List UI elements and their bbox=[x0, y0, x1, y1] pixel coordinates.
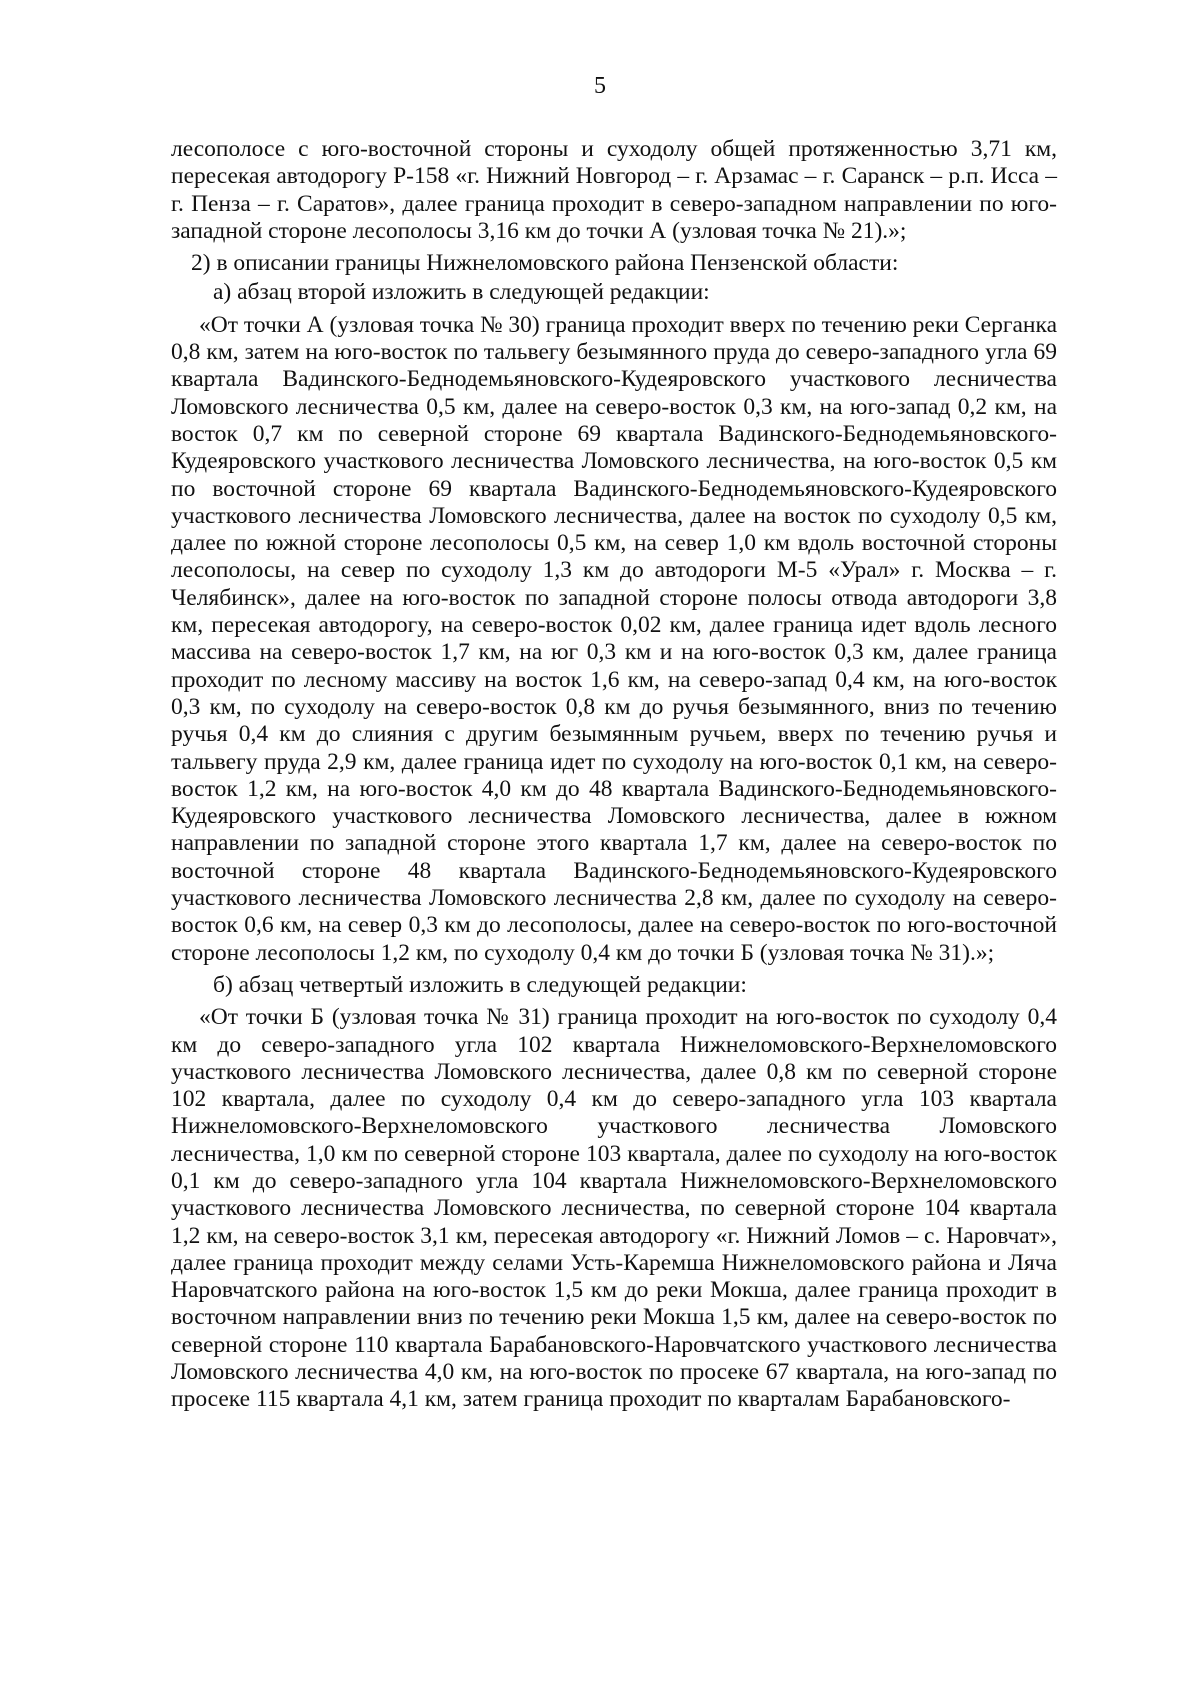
quoted-paragraph-1: «От точки А (узловая точка № 30) граница проходит вверх по течению реки Серганка 0,8 км, затем на юго-восток по тальвегу безымянного пруда до северо-западного угла 69 квартала Вадинского-Беднодемьяновского-Кудеяровского участкового лесничества Ломовского лесничества 0,5 км, далее на северо-восток 0,3 км, на юго-запад 0,2 км, на восток 0,7 км по северной стороне 69 квартала Вадинского-Беднодемьяновского-Кудеяровского участкового лесничества Ломовского лесничества, на юго-восток 0,5 км по восточной стороне 69 квартала Вадинского-Беднодемьяновского-Кудеяровского участкового лесничества Ломовского лесничества, далее на восток по суходолу 0,5 км, далее по южной стороне лесополосы 0,5 км, на север 1,0 км вдоль восточной стороны лесополосы, на север по суходолу 1,3 км до автодороги М-5 «Урал» г. Москва – г. Челябинск», далее на юго-восток по западной стороне полосы отвода автодороги 3,8 км, пересекая автодорогу, на северо-восток 0,02 км, далее граница идет вдоль лесного массива на северо-восток 1,7 км, на юг 0,3 км и на юго-восток 0,3 км, далее граница проходит по лесному массиву на восток 1,6 км, на северо-запад 0,4 км, на юго-восток 0,3 км, по суходолу на северо-восток 0,8 км до ручья безымянного, вниз по течению ручья 0,4 км до слияния с другим безымянным ручьем, вверх по течению ручья и тальвегу пруда 2,9 км, далее граница идет по суходолу на юго-восток 0,1 км, на северо-восток 1,2 км, на юго-восток 4,0 км до 48 квартала Вадинского-Беднодемьяновского-Кудеяровского участкового лесничества Ломовского лесничества, далее в южном направлении по западной стороне этого квартала 1,7 км, далее на северо-восток по восточной стороне 48 квартала Вадинского-Беднодемьяновского-Кудеяровского участкового лесничества Ломовского лесничества 2,8 км, далее по суходолу на северо-восток 0,6 км, на север 0,3 км до лесополосы, далее на северо-восток по юго-восточной стороне лесополосы 1,2 км, по суходолу 0,4 км до точки Б (узловая точка № 31).»; bbox=[171, 311, 1057, 966]
continued-paragraph: лесополосе с юго-восточной стороны и суходолу общей протяженностью 3,71 км, пересекая автодорогу Р-158 «г. Нижний Новгород – г. Арзамас – г. Саранск – р.п. Исса – г. Пенза – г. Саратов», далее граница проходит в северо-западном направлении по юго-западной стороне лесополосы 3,16 км до точки А (узловая точка № 21).»; bbox=[171, 136, 1057, 244]
document-body bbox=[171, 136, 1057, 1419]
sub-item-2b: б) абзац четвертый изложить в следующей редакции: bbox=[213, 971, 747, 998]
sub-item-2a: а) абзац второй изложить в следующей редакции: bbox=[213, 279, 710, 306]
list-item-2: 2) в описании границы Нижнеломовского района Пензенской области: bbox=[191, 250, 899, 277]
quoted-paragraph-2: «От точки Б (узловая точка № 31) граница проходит на юго-восток по суходолу 0,4 км до северо-западного угла 102 квартала Нижнеломовского-Верхнеломовского участкового лесничества Ломовского лесничества, далее 0,8 км по северной стороне 102 квартала, далее по суходолу 0,4 км до северо-западного угла 103 квартала Нижнеломовского-Верхнеломовского участкового лесничества Ломовского лесничества, 1,0 км по северной стороне 103 квартала, далее по суходолу на юго-восток 0,1 км до северо-западного угла 104 квартала Нижнеломовского-Верхнеломовского участкового лесничества Ломовского лесничества, по северной стороне 104 квартала 1,2 км, на северо-восток 3,1 км, пересекая автодорогу «г. Нижний Ломов – с. Наровчат», далее граница проходит между селами Усть-Каремша Нижнеломовского района и Ляча Наровчатского района на юго-восток 1,5 км до реки Мокша, далее граница проходит в восточном направлении вниз по течению реки Мокша 1,5 км, далее на северо-восток по северной стороне 110 квартала Барабановского-Наровчатского участкового лесничества Ломовского лесничества 4,0 км, на юго-восток по просеке 67 квартала, на юго-запад по просеке 115 квартала 4,1 км, затем граница проходит по кварталам Барабановского- bbox=[171, 1004, 1057, 1413]
page-number: 5 bbox=[594, 73, 606, 99]
